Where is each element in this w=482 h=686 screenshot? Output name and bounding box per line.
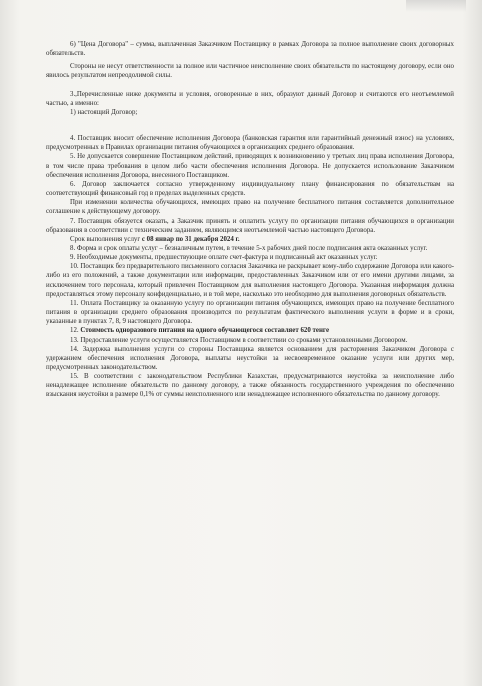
- paragraph-14: 14. Задержка выполнения услуги со стороны Поставщика является основанием для расторжения Заказчиком Договора с удержанием обеспечения исполнения Договора, выплаты неустойки за несвоевременное оказание услуги или других мер, предусмотренных законодательством.: [46, 345, 454, 371]
- paragraph-term: [46, 235, 454, 244]
- paragraph-force-majeure: Стороны не несут ответственности за полное или частичное неисполнение своих обязательств по настоящему договору, если оно явилось результатом непреодолимой силы.: [46, 63, 454, 80]
- contract-text: [46, 40, 454, 400]
- paragraph-8: 8. Форма и срок оплаты услуг – безналичным путем, в течение 5-х рабочих дней после подписания акта оказанных услуг.: [70, 244, 428, 252]
- paragraph-13: 13. Предоставление услуги осуществляется Поставщиком в соответствии со сроками установленными Договором.: [70, 336, 408, 344]
- paragraph-3-item-1: 1) настоящий Договор;: [70, 108, 138, 116]
- paragraph-9: 9. Необходимые документы, предшествующие оплате счет-фактура и подписанный акт оказанных услуг.: [70, 254, 378, 262]
- scan-shadow: [406, 0, 466, 12]
- paragraph-3: 3.,Перечисленные ниже документы и условия, оговоренные в них, образуют данный Договор и считаются его неотъемлемой частью, а именно:: [46, 90, 454, 107]
- paragraph-10: 10. Поставщик без предварительного письменного согласия Заказчика не раскрывает кому-либо содержание Договора или какого-либо из его положений, а также документации или информации, предоставленных Заказчиком или от его имени другими лицами, за исключением того персонала, который привлечен Поставщиком для выполнения настоящего Договора. Указанная информация должна предоставляться этому персоналу конфиденциально, и в той мере, насколько это необходимо для выполнения договорных обязательств.: [46, 263, 454, 298]
- paragraph-6: 6. Договор заключается согласно утвержденному индивидуальному плану финансирования по обязательствам на соответствующий финансовый год в пределах выделенных средств.: [46, 180, 454, 198]
- paragraph-4: 4. Поставщик вносит обеспечение исполнения Договора (банковская гарантия или гарантийный денежный взнос) на условиях, предусмотренных в Правилах организации питания обучающихся в организациях среднего образования.: [46, 135, 454, 152]
- p12-number: 12.: [70, 327, 81, 335]
- paragraph-quantity-change: При изменении количества обучающихся, имеющих право на получение бесплатного питания составляется дополнительное соглашение к действующему договору.: [46, 199, 454, 216]
- paragraph-12: [46, 326, 454, 335]
- meal-cost: Стоимость одноразового питания на одного обучающегося составляет 620 тенге: [80, 327, 330, 335]
- paragraph-price-definition: 6) "Цена Договора" – сумма, выплаченная Заказчиком Поставщику в рамках Договора за полное выполнение своих договорных обязательств.: [46, 41, 454, 58]
- term-dates: с 08 январ по 31 декабря 2024 г.: [141, 235, 240, 243]
- paragraph-5: 5. Не допускается совершение Поставщиком действий, приводящих к возникновению у третьих лиц права исполнения Договора, в том числе права требования в целом либо части обеспечения исполнения Договора. Не допускается использование Заказчиком обеспечения исполнения Договора, внесенного Поставщиком.: [46, 153, 454, 179]
- paragraph-11: 11. Оплата Поставщику за оказанную услугу по организации питания обучающихся, имеющих право на получение бесплатного питания в организации среднего образования производится по результатам фактического выполнения услуги в форме и в сроки, указанные в пунктах 7, 8, 9 настоящего Договора.: [46, 299, 454, 326]
- paragraph-15: 15. В соответствии с законодательством Республики Казахстан, предусматриваются неустойка за неисполнение либо ненадлежащее исполнение обязательств по данному договору, а также обязанность государственного учреждения по обеспечению взыскания неустойки в размере 0,1% от суммы неисполненного или ненадлежащее исполненного обязательства по данному договору.: [46, 373, 454, 399]
- paragraph-7: 7. Поставщик обязуется оказать, а Заказчик принять и оплатить услугу по организации питания обучающихся в организации образования в соответствии с техническим заданием, являющимся неотъемлемой частью настоящего Договора.: [46, 217, 454, 234]
- term-prefix: Срок выполнения услуг: [70, 235, 142, 243]
